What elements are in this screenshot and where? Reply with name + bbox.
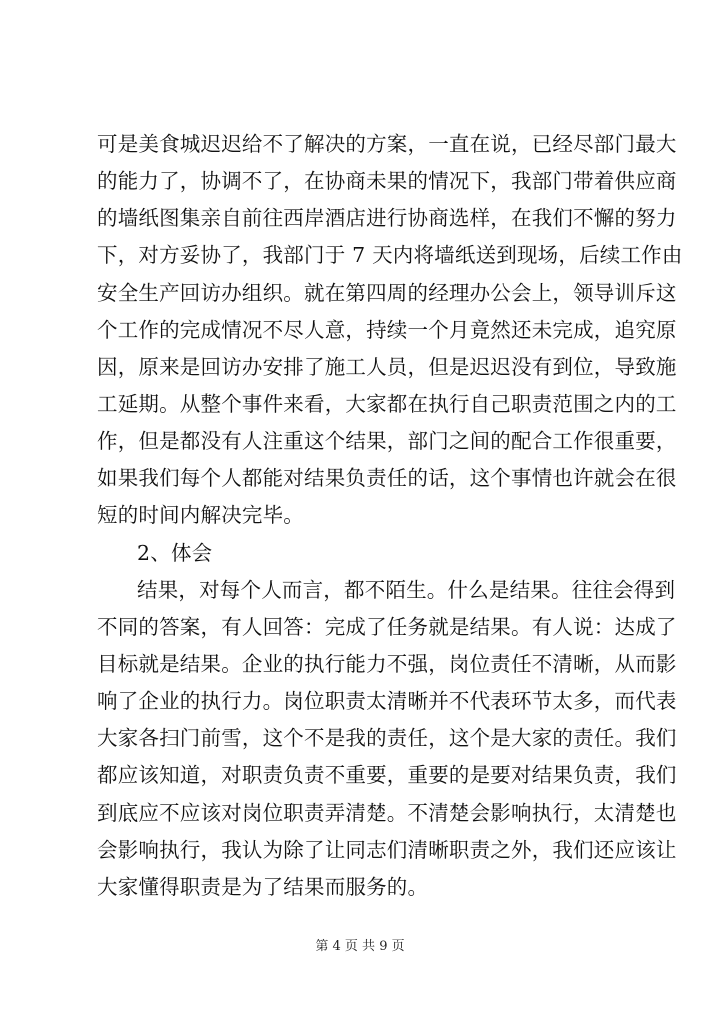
paragraph-line: 到底应不应该对岗位职责弄清楚。不清楚会影响执行，太清楚也 (97, 800, 677, 825)
page-number-footer: 第 4 页 共 9 页 (315, 939, 405, 954)
paragraph-line: 会影响执行，我认为除了让同志们清晰职责之外，我们还应该让 (97, 837, 677, 862)
paragraph-line: 如果我们每个人都能对结果负责任的话，这个事情也许就会在很 (97, 466, 677, 491)
paragraph-line: 可是美食城迟迟给不了解决的方案，一直在说，已经尽部门最大 (97, 132, 677, 156)
paragraph-line: 短的时间内解决完毕。 (97, 503, 304, 528)
paragraph-line: 都应该知道，对职责负责不重要，重要的是要对结果负责，我们 (97, 763, 677, 788)
paragraph-2 (97, 572, 677, 906)
paragraph-line: 因，原来是回访办安排了施工人员，但是迟迟没有到位，导致施 (97, 354, 677, 379)
paragraph-line: 安全生产回访办组织。就在第四周的经理办公会上，领导训斥这 (97, 280, 677, 305)
section-heading: 2、体会 (137, 540, 213, 565)
paragraph-line: 大家懂得职责是为了结果而服务的。 (97, 874, 429, 899)
paragraph-line: 结果，对每个人而言，都不陌生。什么是结果。往往会得到 (137, 577, 676, 602)
paragraph-line: 大家各扫门前雪，这个不是我的责任，这个是大家的责任。我们 (97, 726, 677, 751)
paragraph-line: 的能力了，协调不了，在协商未果的情况下，我部门带着供应商 (97, 169, 677, 194)
paragraph-line: 作，但是都没有人注重这个结果，部门之间的配合工作很重要， (97, 429, 677, 454)
paragraph-line: 目标就是结果。企业的执行能力不强，岗位责任不清晰，从而影 (97, 651, 677, 676)
paragraph-line: 响了企业的执行力。岗位职责太清晰并不代表环节太多，而代表 (97, 689, 677, 714)
paragraph-line: 下，对方妥协了，我部门于 7 天内将墙纸送到现场，后续工作由 (97, 243, 683, 268)
paragraph-line: 个工作的完成情况不尽人意，持续一个月竟然还未完成，追究原 (97, 317, 677, 342)
paragraph-line: 不同的答案，有人回答：完成了任务就是结果。有人说：达成了 (97, 614, 677, 639)
paragraph-1 (97, 126, 683, 535)
paragraph-line: 工延期。从整个事件来看，大家都在执行自己职责范围之内的工 (97, 391, 677, 416)
document-body (97, 126, 683, 906)
paragraph-line: 的墙纸图集亲自前往西岸酒店进行协商选样，在我们不懈的努力 (97, 206, 677, 231)
